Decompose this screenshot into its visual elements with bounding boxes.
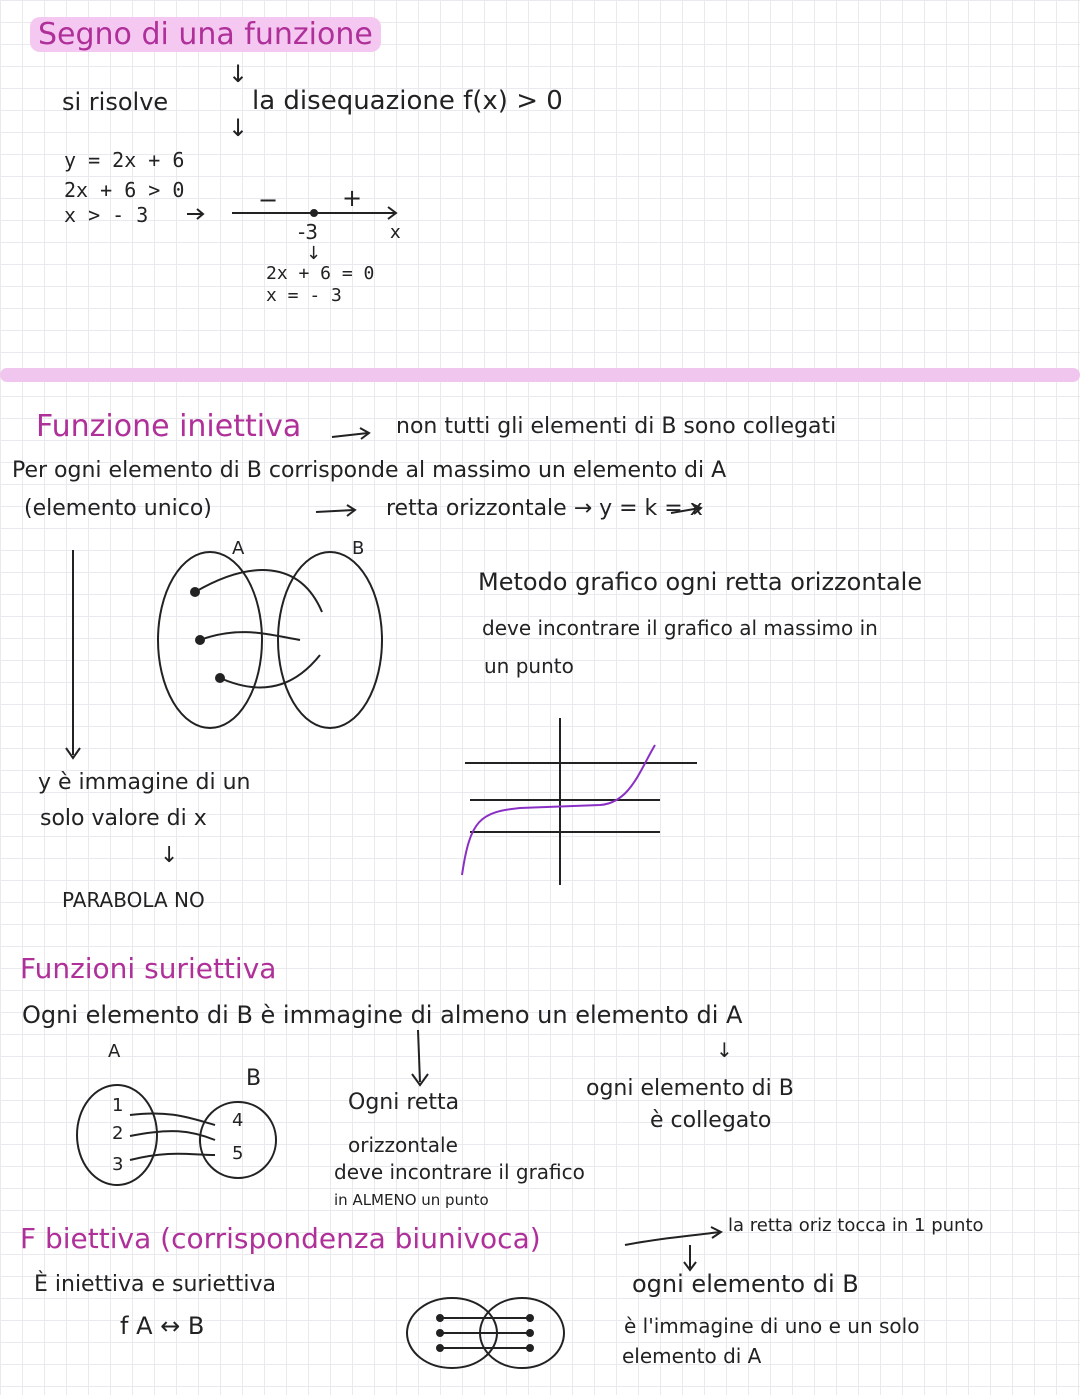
sign-plus: + (342, 184, 363, 212)
surjective-set-a-label: A (108, 1041, 121, 1062)
surjective-each-1: ogni elemento di B (586, 1076, 794, 1101)
sign-number-line (232, 207, 396, 219)
injective-line-1: Per ogni elemento di B corrisponde al massimo un elemento di A (12, 458, 727, 483)
sign-axis-label: x (390, 222, 401, 243)
injective-title: Funzione iniettiva (36, 409, 302, 444)
section-divider (0, 368, 1080, 382)
sign-minus: − (258, 186, 279, 214)
injective-y-image-2: solo valore di x (40, 806, 207, 831)
surjective-line-1: Ogni elemento di B è immagine di almeno un elemento di A (22, 1001, 743, 1029)
sign-title-text: Segno di una funzione (30, 17, 381, 52)
bijective-sets-diagram (407, 1298, 564, 1368)
injective-line-2a: (elemento unico) (24, 496, 212, 521)
injective-parabola-no: PARABOLA NO (62, 888, 205, 912)
sign-si-risolve: si risolve (62, 88, 169, 116)
sign-arrow-1: ↓ (228, 60, 249, 88)
sign-zero-eq-2: x = - 3 (266, 285, 342, 306)
cubic-graph (462, 718, 697, 885)
sign-zero-eq-1: 2x + 6 = 0 (266, 263, 375, 284)
surjective-a-item-1: 1 (112, 1095, 124, 1116)
injective-method-2: deve incontrare il grafico al massimo in (482, 616, 878, 640)
surjective-arrow: ↓ (716, 1038, 733, 1062)
sign-title (30, 17, 381, 52)
surjective-a-item-2: 2 (112, 1123, 124, 1144)
surjective-each-2: è collegato (650, 1108, 772, 1133)
injective-y-image-1: y è immagine di un (38, 770, 251, 795)
bijective-desc-3: elemento di A (622, 1344, 762, 1368)
sign-tick-label: -3 (298, 220, 318, 244)
injective-method-1: Metodo grafico ogni retta orizzontale (478, 568, 923, 596)
surjective-ogni-retta-1: Ogni retta (348, 1090, 460, 1115)
bijective-line-1: È iniettiva e suriettiva (34, 1272, 276, 1297)
bijective-notation: f A ↔ B (120, 1312, 205, 1340)
injective-set-a-label: A (232, 538, 245, 559)
injective-set-b-label: B (352, 538, 365, 559)
surjective-title: Funzioni suriettiva (20, 952, 277, 985)
sign-arrow-3: ↓ (306, 243, 322, 264)
sign-eq-1: y = 2x + 6 (64, 148, 185, 172)
surjective-ogni-retta-4: in ALMENO un punto (334, 1191, 489, 1209)
injective-note: non tutti gli elementi di B sono collegati (396, 414, 837, 439)
injective-sets-diagram (66, 550, 382, 758)
bijective-desc-2: è l'immagine di uno e un solo (624, 1314, 920, 1338)
bijective-touch-note: la retta oriz tocca in 1 punto (728, 1215, 984, 1236)
sign-inequality: la disequazione f(x) > 0 (252, 86, 563, 116)
surjective-ogni-retta-2: orizzontale (348, 1133, 458, 1157)
surjective-a-item-3: 3 (112, 1154, 124, 1175)
sign-eq-2: 2x + 6 > 0 (64, 178, 185, 202)
sign-eq-3: x > - 3 (64, 203, 149, 227)
sign-arrow-2: ↓ (228, 114, 249, 142)
injective-arrow: ↓ (160, 843, 179, 868)
surjective-b-item-1: 4 (232, 1110, 244, 1131)
surjective-set-b-label: B (246, 1066, 262, 1091)
injective-method-3: un punto (484, 654, 574, 678)
arrow-small (187, 209, 203, 219)
bijective-desc-1: ogni elemento di B (632, 1270, 859, 1298)
surjective-ogni-retta-3: deve incontrare il grafico (334, 1160, 585, 1184)
surjective-b-item-2: 5 (232, 1143, 244, 1164)
bijective-title: F biettiva (corrispondenza biunivoca) (20, 1222, 541, 1255)
injective-line-2b: retta orizzontale → y = k = x (386, 496, 703, 521)
